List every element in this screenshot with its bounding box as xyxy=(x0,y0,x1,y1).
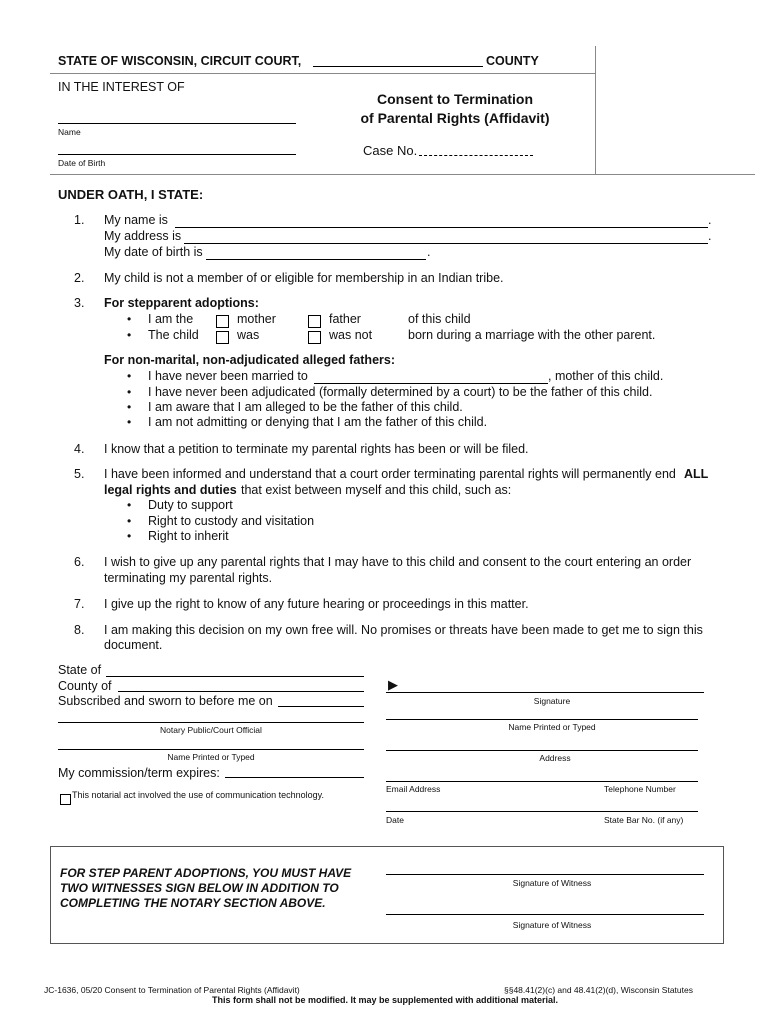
interest-label: IN THE INTEREST OF xyxy=(58,80,185,94)
witness-notice-line-2: TWO WITNESSES SIGN BELOW IN ADDITION TO xyxy=(60,881,339,895)
never-adjudicated-text: I have never been adjudicated (formally determined by a court) to be the father of this child. xyxy=(148,385,653,399)
email-label: Email Address xyxy=(386,784,441,794)
case-no-field[interactable] xyxy=(419,155,533,156)
my-address-label: My address is xyxy=(104,229,182,243)
comm-tech-label: This notarial act involved the use of communication technology. xyxy=(72,790,324,800)
item-6-number: 6. xyxy=(74,555,85,569)
bullet: • xyxy=(127,312,132,326)
item-5-legal: legal rights and duties xyxy=(104,483,237,497)
bullet: • xyxy=(127,369,132,383)
my-address-field[interactable] xyxy=(184,243,708,244)
notary-name-field[interactable] xyxy=(58,749,364,750)
signer-date-bar-field[interactable] xyxy=(386,811,698,812)
form-title-line-2: of Parental Rights (Affidavit) xyxy=(360,110,550,126)
witness-2-signature-field[interactable] xyxy=(386,914,704,915)
i-am-the-label: I am the xyxy=(148,312,194,326)
bullet: • xyxy=(127,498,132,512)
never-married-label: I have never been married to xyxy=(148,369,308,383)
my-dob-label: My date of birth is xyxy=(104,245,203,259)
the-child-label: The child xyxy=(148,328,199,342)
nonmarital-heading: For non-marital, non-adjudicated alleged fathers: xyxy=(104,353,396,367)
sworn-date-field[interactable] xyxy=(278,706,364,707)
signer-email-phone-field[interactable] xyxy=(386,781,698,782)
county-label: COUNTY xyxy=(486,54,539,68)
header-divider-horizontal xyxy=(50,73,596,74)
item-5-text-a: I have been informed and understand that a court order terminating parental rights will permanently end xyxy=(104,467,676,481)
county-field[interactable] xyxy=(313,66,483,67)
was-not-label: was not xyxy=(329,328,373,342)
duty-item: Duty to support xyxy=(148,498,233,512)
of-this-child-label: of this child xyxy=(408,312,471,326)
phone-label: Telephone Number xyxy=(604,784,676,794)
signer-address-label: Address xyxy=(539,753,571,763)
header-bottom-divider xyxy=(50,174,596,175)
header-divider-right xyxy=(595,174,755,175)
case-no-label: Case No. xyxy=(363,143,418,158)
duty-item: Right to custody and visitation xyxy=(148,514,315,528)
my-name-field[interactable] xyxy=(175,227,708,228)
was-label: was xyxy=(237,328,260,342)
signer-address-field[interactable] xyxy=(386,750,698,751)
item-2-text: My child is not a member of or eligible for membership in an Indian tribe. xyxy=(104,271,504,285)
born-during-label: born during a marriage with the other parent. xyxy=(408,328,656,342)
item-8-line-1: I am making this decision on my own free will. No promises or threats have been made to get me to sign this xyxy=(104,623,703,637)
witness-2-label: Signature of Witness xyxy=(512,920,592,930)
statutes: §§48.41(2)(c) and 48.41(2)(d), Wisconsin Statutes xyxy=(504,985,693,995)
sign-here-arrow-icon: ▶ xyxy=(388,677,398,692)
commission-label: My commission/term expires: xyxy=(58,766,220,780)
father-label: father xyxy=(329,312,361,326)
item-6-line-2: terminating my parental rights. xyxy=(104,571,273,585)
item-3-number: 3. xyxy=(74,296,85,310)
witness-1-label: Signature of Witness xyxy=(512,878,592,888)
item-7-text: I give up the right to know of any future hearing or proceedings in this matter. xyxy=(104,597,529,611)
stepparent-heading: For stepparent adoptions: xyxy=(104,296,259,310)
witness-notice-line-1: FOR STEP PARENT ADOPTIONS, YOU MUST HAVE xyxy=(60,866,352,880)
oath-heading: UNDER OATH, I STATE: xyxy=(58,187,204,202)
item-8-number: 8. xyxy=(74,623,85,637)
notary-official-label: Notary Public/Court Official xyxy=(160,725,262,735)
item-5-text-b: that exist between myself and this child, such as: xyxy=(241,483,512,497)
notary-signature-field[interactable] xyxy=(58,722,364,723)
name-label: Name xyxy=(58,127,81,137)
witness-notice xyxy=(60,866,351,911)
signature-label: Signature xyxy=(533,696,571,706)
child-name-field[interactable] xyxy=(58,123,296,124)
signer-name-label: Name Printed or Typed xyxy=(508,722,596,732)
duty-item: Right to inherit xyxy=(148,529,229,543)
footer-notice: This form shall not be modified. It may be supplemented with additional material. xyxy=(211,995,559,1005)
item-1-number: 1. xyxy=(74,213,85,227)
item-6-line-1: I wish to give up any parental rights that I may have to this child and consent to the court entering an order xyxy=(104,555,692,569)
was-checkbox[interactable] xyxy=(216,329,229,347)
item-2-number: 2. xyxy=(74,271,85,285)
date-label: Date xyxy=(386,815,404,825)
form-title xyxy=(340,90,570,128)
court-title: STATE OF WISCONSIN, CIRCUIT COURT, xyxy=(58,54,302,68)
item-4-number: 4. xyxy=(74,442,85,456)
child-dob-field[interactable] xyxy=(58,154,296,155)
signature-field[interactable] xyxy=(386,692,704,693)
item-7-number: 7. xyxy=(74,597,85,611)
mother-label: mother xyxy=(237,312,276,326)
state-bar-label: State Bar No. (if any) xyxy=(604,815,684,825)
bullet: • xyxy=(127,385,132,399)
item-4-text: I know that a petition to terminate my parental rights has been or will be filed. xyxy=(104,442,529,456)
mother-name-field[interactable] xyxy=(314,383,548,384)
signer-name-field[interactable] xyxy=(386,719,698,720)
my-dob-field[interactable] xyxy=(206,259,426,260)
state-of-label: State of xyxy=(58,663,102,677)
county-of-label: County of xyxy=(58,679,112,693)
subscribed-label: Subscribed and sworn to before me on xyxy=(58,694,273,708)
commission-field[interactable] xyxy=(225,777,364,778)
header-divider-vertical xyxy=(595,46,596,174)
item-5-all: ALL xyxy=(684,467,709,481)
mother-of-child-label: , mother of this child. xyxy=(548,369,664,383)
notary-name-label: Name Printed or Typed xyxy=(167,752,255,762)
comm-tech-checkbox[interactable] xyxy=(60,790,71,808)
witness-notice-line-3: COMPLETING THE NOTARY SECTION ABOVE. xyxy=(60,896,326,910)
item-5-number: 5. xyxy=(74,467,85,481)
was-not-checkbox[interactable] xyxy=(308,329,321,347)
county-of-field[interactable] xyxy=(118,691,364,692)
bullet: • xyxy=(127,514,132,528)
bullet: • xyxy=(127,328,132,342)
aware-text: I am aware that I am alleged to be the father of this child. xyxy=(148,400,463,414)
bullet: • xyxy=(127,529,132,543)
state-of-field[interactable] xyxy=(106,676,364,677)
bullet: • xyxy=(127,400,132,414)
not-admitting-text: I am not admitting or denying that I am the father of this child. xyxy=(148,415,488,429)
dob-label: Date of Birth xyxy=(58,158,106,168)
bullet: • xyxy=(127,415,132,429)
item-8-line-2: document. xyxy=(104,638,163,652)
form-id: JC-1636, 05/20 Consent to Termination of Parental Rights (Affidavit) xyxy=(44,985,300,995)
witness-1-signature-field[interactable] xyxy=(386,874,704,875)
my-name-label: My name is xyxy=(104,213,168,227)
form-title-line-1: Consent to Termination xyxy=(376,91,534,107)
